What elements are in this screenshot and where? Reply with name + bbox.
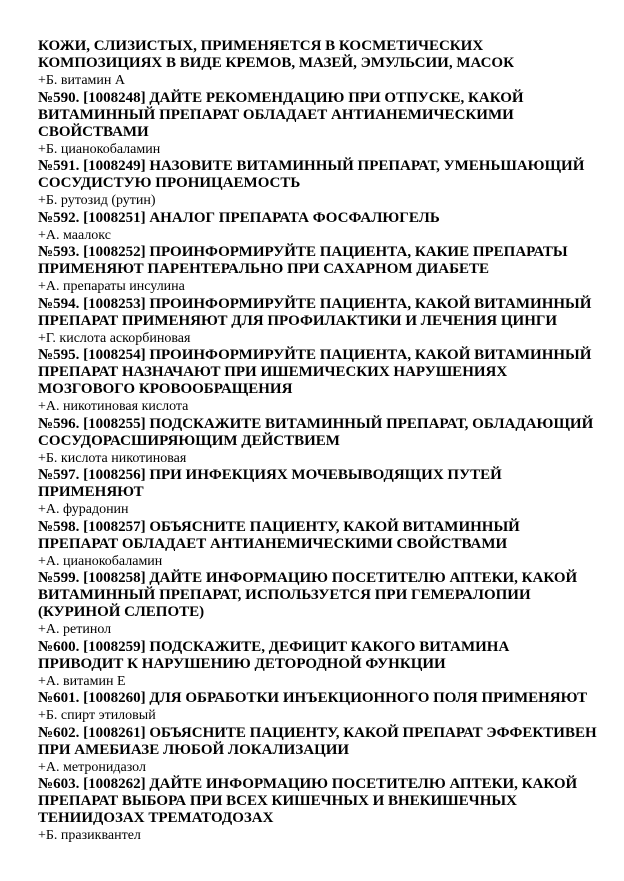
- answer-text: +Г. кислота аскорбиновая: [38, 330, 191, 346]
- question-text: №599. [1008258] ДАЙТЕ ИНФОРМАЦИЮ ПОСЕТИТЕЛЮ АПТЕКИ, КАКОЙ ВИТАМИННЫЙ ПРЕПАРАТ, ИСПОЛЬЗУЕТСЯ ПРИ ГЕМЕРАЛОПИИ (КУРИНОЙ СЛЕПОТЕ): [38, 570, 578, 620]
- answer-text: +Б. цианокобаламин: [38, 141, 161, 157]
- answer-text: +А. маалокс: [38, 227, 111, 243]
- answer-text: +А. препараты инсулина: [38, 279, 185, 294]
- question-text: №597. [1008256] ПРИ ИНФЕКЦИЯХ МОЧЕВЫВОДЯЩИХ ПУТЕЙ ПРИМЕНЯЮТ: [38, 467, 502, 500]
- question-text: №592. [1008251] АНАЛОГ ПРЕПАРАТА ФОСФАЛЮГЕЛЬ: [38, 209, 440, 226]
- answer-text: +А. ретинол: [38, 622, 112, 637]
- answer-text: +Б. кислота никотиновая: [38, 450, 187, 466]
- answer-text: +А. метронидазол: [38, 759, 146, 775]
- question-text: №593. [1008252] ПРОИНФОРМИРУЙТЕ ПАЦИЕНТА, КАКИЕ ПРЕПАРАТЫ ПРИМЕНЯЮТ ПАРЕНТЕРАЛЬНО ПРИ САХАРНОМ ДИАБЕТЕ: [38, 244, 568, 277]
- question-text: №590. [1008248] ДАЙТЕ РЕКОМЕНДАЦИЮ ПРИ ОТПУСКЕ, КАКОЙ ВИТАМИННЫЙ ПРЕПАРАТ ОБЛАДАЕТ АНТИАНЕМИЧЕСКИМИ СВОЙСТВАМИ: [38, 89, 524, 140]
- question-text: №602. [1008261] ОБЪЯСНИТЕ ПАЦИЕНТУ, КАКОЙ ПРЕПАРАТ ЭФФЕКТИВЕН ПРИ АМЕБИАЗЕ ЛЮБОЙ ЛОКАЛИЗАЦИИ: [38, 724, 597, 758]
- answer-text: +Б. празиквантел: [38, 828, 141, 843]
- document-page: [38, 38, 598, 845]
- answer-text: +А. витамин Е: [38, 673, 126, 689]
- question-text: №596. [1008255] ПОДСКАЖИТЕ ВИТАМИННЫЙ ПРЕПАРАТ, ОБЛАДАЮЩИЙ СОСУДОРАСШИРЯЮЩИМ ДЕЙСТВИЕМ: [38, 415, 594, 449]
- question-text: №601. [1008260] ДЛЯ ОБРАБОТКИ ИНЪЕКЦИОННОГО ПОЛЯ ПРИМЕНЯЮТ: [38, 690, 588, 706]
- answer-text: +А. никотиновая кислота: [38, 399, 189, 414]
- question-text: №598. [1008257] ОБЪЯСНИТЕ ПАЦИЕНТУ, КАКОЙ ВИТАМИННЫЙ ПРЕПАРАТ ОБЛАДАЕТ АНТИАНЕМИЧЕСКИМИ СВОЙСТВАМИ: [38, 518, 520, 552]
- question-text: №591. [1008249] НАЗОВИТЕ ВИТАМИННЫЙ ПРЕПАРАТ, УМЕНЬШАЮЩИЙ СОСУДИСТУЮ ПРОНИЦАЕМОСТЬ: [38, 158, 585, 191]
- question-text: №595. [1008254] ПРОИНФОРМИРУЙТЕ ПАЦИЕНТА, КАКОЙ ВИТАМИННЫЙ ПРЕПАРАТ НАЗНАЧАЮТ ПРИ ИШЕМИЧЕСКИХ НАРУШЕНИЯХ МОЗГОВОГО КРОВООБРАЩЕНИЯ: [38, 347, 592, 397]
- question-text: №600. [1008259] ПОДСКАЖИТЕ, ДЕФИЦИТ КАКОГО ВИТАМИНА ПРИВОДИТ К НАРУШЕНИЮ ДЕТОРОДНОЙ ФУНКЦИИ: [38, 638, 510, 672]
- answer-text: +А. цианокобаламин: [38, 553, 163, 569]
- question-text: КОЖИ, СЛИЗИСТЫХ, ПРИМЕНЯЕТСЯ В КОСМЕТИЧЕСКИХ КОМПОЗИЦИЯХ В ВИДЕ КРЕМОВ, МАЗЕЙ, ЭМУЛЬСИИ, МАСОК: [38, 38, 514, 71]
- answer-text: +Б. спирт этиловый: [38, 708, 156, 723]
- question-text: №594. [1008253] ПРОИНФОРМИРУЙТЕ ПАЦИЕНТА, КАКОЙ ВИТАМИННЫЙ ПРЕПАРАТ ПРИМЕНЯЮТ ДЛЯ ПРОФИЛАКТИКИ И ЛЕЧЕНИЯ ЦИНГИ: [38, 295, 592, 329]
- answer-text: +А. фурадонин: [38, 502, 129, 517]
- answer-text: +Б. рутозид (рутин): [38, 193, 156, 208]
- question-text: №603. [1008262] ДАЙТЕ ИНФОРМАЦИЮ ПОСЕТИТЕЛЮ АПТЕКИ, КАКОЙ ПРЕПАРАТ ВЫБОРА ПРИ ВСЕХ КИШЕЧНЫХ И ВНЕКИШЕЧНЫХ ТЕНИИДОЗАХ ТРЕМАТОДОЗАХ: [38, 776, 578, 826]
- answer-text: +Б. витамин А: [38, 73, 125, 88]
